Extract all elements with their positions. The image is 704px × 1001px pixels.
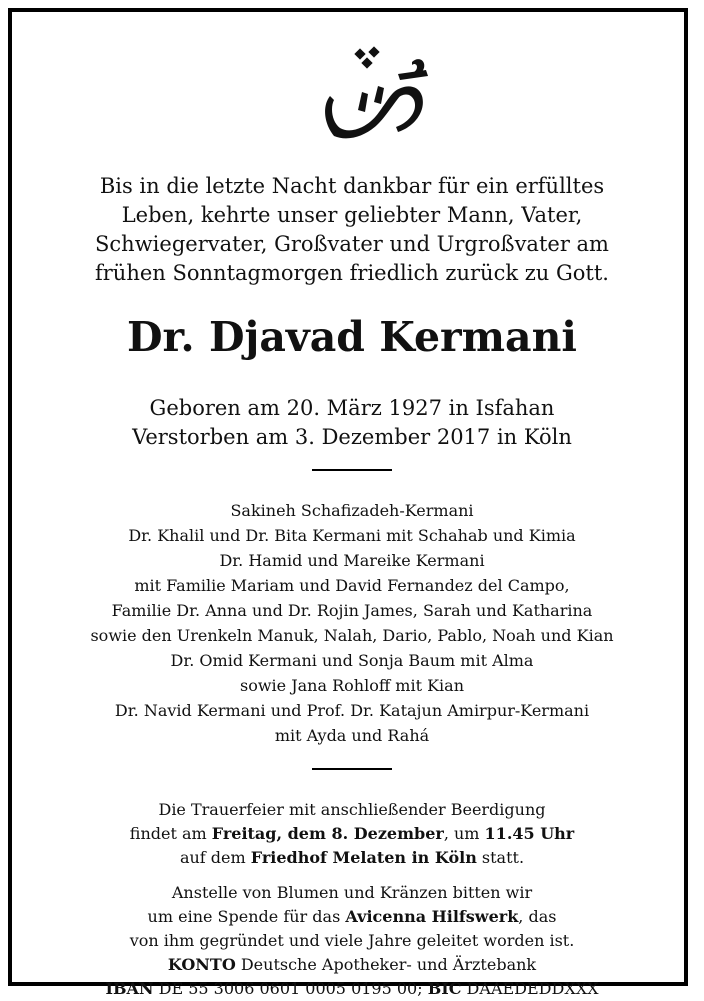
family-line: Dr. Khalil und Dr. Bita Kermani mit Schahab und Kimia (128, 526, 576, 545)
family-line: sowie den Urenkeln Manuk, Nalah, Dario, Pablo, Noah und Kian (90, 626, 614, 645)
divider (312, 768, 392, 770)
ceremony-time: 11.45 Uhr (484, 824, 575, 843)
family-line: Sakineh Schafizadeh-Kermani (230, 501, 474, 520)
donation-info (12, 881, 692, 1001)
ceremony-line: findet am Freitag, dem 8. Dezember, um 11.45 Uhr (129, 824, 575, 843)
intro-line: Leben, kehrte unser geliebter Mann, Vater, (121, 203, 583, 227)
family-list (12, 498, 692, 748)
ceremony-date: Freitag, dem 8. Dezember (211, 824, 444, 843)
family-line: Familie Dr. Anna und Dr. Rojin James, Sarah und Katharina (111, 601, 593, 620)
ceremony-info (12, 798, 692, 870)
intro-text (12, 172, 692, 288)
bank-iban-bic: IBAN DE 55 3006 0601 0005 0195 00; BIC DAAEDEDDXXX (105, 979, 599, 998)
intro-line: frühen Sonntagmorgen friedlich zurück zu Gott. (95, 261, 609, 285)
ceremony-location: Friedhof Melaten in Köln (250, 848, 477, 867)
divider (312, 469, 392, 471)
ceremony-line: auf dem Friedhof Melaten in Köln statt. (179, 848, 525, 867)
deceased-name: Dr. Djavad Kermani (127, 313, 577, 361)
family-line: sowie Jana Rohloff mit Kian (240, 676, 464, 695)
birth-date: Geboren am 20. März 1927 in Isfahan (149, 396, 555, 420)
donation-line: um eine Spende für das Avicenna Hilfswerk, das (147, 907, 557, 926)
family-line: Dr. Hamid und Mareike Kermani (219, 551, 485, 570)
bank-account: KONTO Deutsche Apotheker- und Ärztebank (167, 955, 537, 974)
donation-line: von ihm gegründet und viele Jahre geleitet worden ist. (129, 931, 575, 950)
ceremony-line: Die Trauerfeier mit anschließender Beerdigung (158, 800, 546, 819)
intro-line: Bis in die letzte Nacht dankbar für ein erfülltes (99, 174, 605, 198)
family-line: Dr. Navid Kermani und Prof. Dr. Katajun Amirpur-Kermani (114, 701, 590, 720)
obituary-notice (8, 8, 688, 998)
persian-calligraphy-shokr-icon (294, 44, 434, 144)
death-date: Verstorben am 3. Dezember 2017 in Köln (132, 425, 572, 449)
family-line: mit Familie Mariam und David Fernandez del Campo, (134, 576, 570, 595)
donation-line: Anstelle von Blumen und Kränzen bitten wir (171, 883, 533, 902)
family-line: Dr. Omid Kermani und Sonja Baum mit Alma (170, 651, 534, 670)
charity-name: Avicenna Hilfswerk (345, 907, 519, 926)
intro-line: Schwiegervater, Großvater und Urgroßvater am (95, 232, 609, 256)
life-dates (12, 394, 692, 452)
family-line: mit Ayda und Rahá (274, 726, 430, 745)
